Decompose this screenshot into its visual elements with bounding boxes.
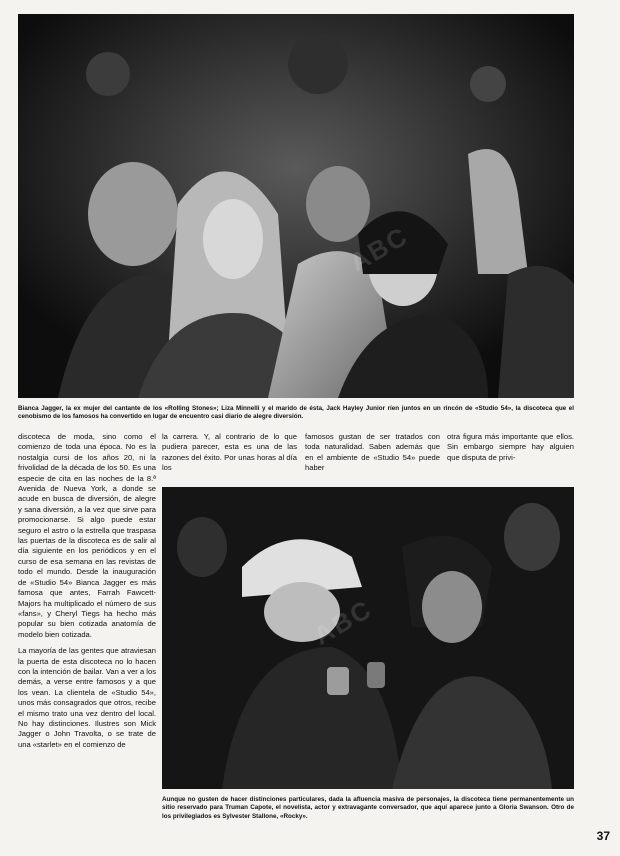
column-1-text: discoteca de moda, sino como el comienzo de toda una época. No es la nostalgia cursi de los años 20, ni la frivolidad de la década de los 50. Es una especie de cita en las noches de la 8.ª Avenida de Nueva York, a donde se acude en busca de diversión, de alegre y sana diversión, a la vez que sirve para promocionarse. Si algo puede estar seguro el astro o la estrella que traspasa las puertas de la discoteca es de salir al día siguiente en los periódicos y en el curso de esa semana en las revistas de todo el mundo. Desde la inauguración de «Studio 54» Bianca Jagger es más famosa que antes, Farrah Fawcett-Majors ha multiplicado el número de sus «fans», y Cheryl Tiegs ha hecho más popular su bien cotizada anatomía de modelo bien cotizada. [18, 432, 156, 639]
column-1 [18, 432, 156, 750]
page-number: 37 [596, 829, 610, 843]
top-photo-caption: Bianca Jagger, la ex mujer del cantante de los «Rolling Stones»; Liza Minnelli y el marido de ésta, Jack Hayley Junior ríen juntos en un rincón de «Studio 54», la discoteca que el cenobismo de los famosos ha convertido en lugar de encuentro casi diario de alegre diversión. [18, 405, 574, 421]
bottom-photo-caption: Aunque no gusten de hacer distinciones particulares, dada la afluencia masiva de personajes, la discoteca tiene permanentemente un sitio reservado para Truman Capote, el novelista, actor y extravagante conversador, que aquí aparece junto a Gloria Swanson. Otro de los privilegiados es Sylvester Stallone, «Rocky». [162, 796, 574, 820]
column-1-text-continued: La mayoría de las gentes que atraviesan la puerta de esta discoteca no lo hacen con la intención de bailar. Van a ver a los demás, a verse entre famosos y a que los vean. La clientela de «Studio 54», unos más consagrados que otros, recibe el mismo trato una vez dentro del local. No hay distinciones. Ilustres son Mick Jagger o John Travolta, o se trate de una «starlet» en el comienzo de [18, 646, 156, 749]
column-2: la carrera. Y, al contrario de lo que pudiera parecer, esta es una de las razones del éxito. Por unas horas al día los [162, 432, 297, 473]
top-photo-image [18, 14, 574, 398]
column-3: famosos gustan de ser tratados con toda naturalidad. Saben además que en el ambiente de «Studio 54» puede haber [305, 432, 440, 473]
bottom-photo-image [162, 487, 574, 789]
bottom-photo [162, 487, 574, 789]
top-photo [18, 14, 574, 398]
column-4: otra figura más importante que ellos. Sin embargo siempre hay alguien que disputa de privi- [447, 432, 574, 462]
